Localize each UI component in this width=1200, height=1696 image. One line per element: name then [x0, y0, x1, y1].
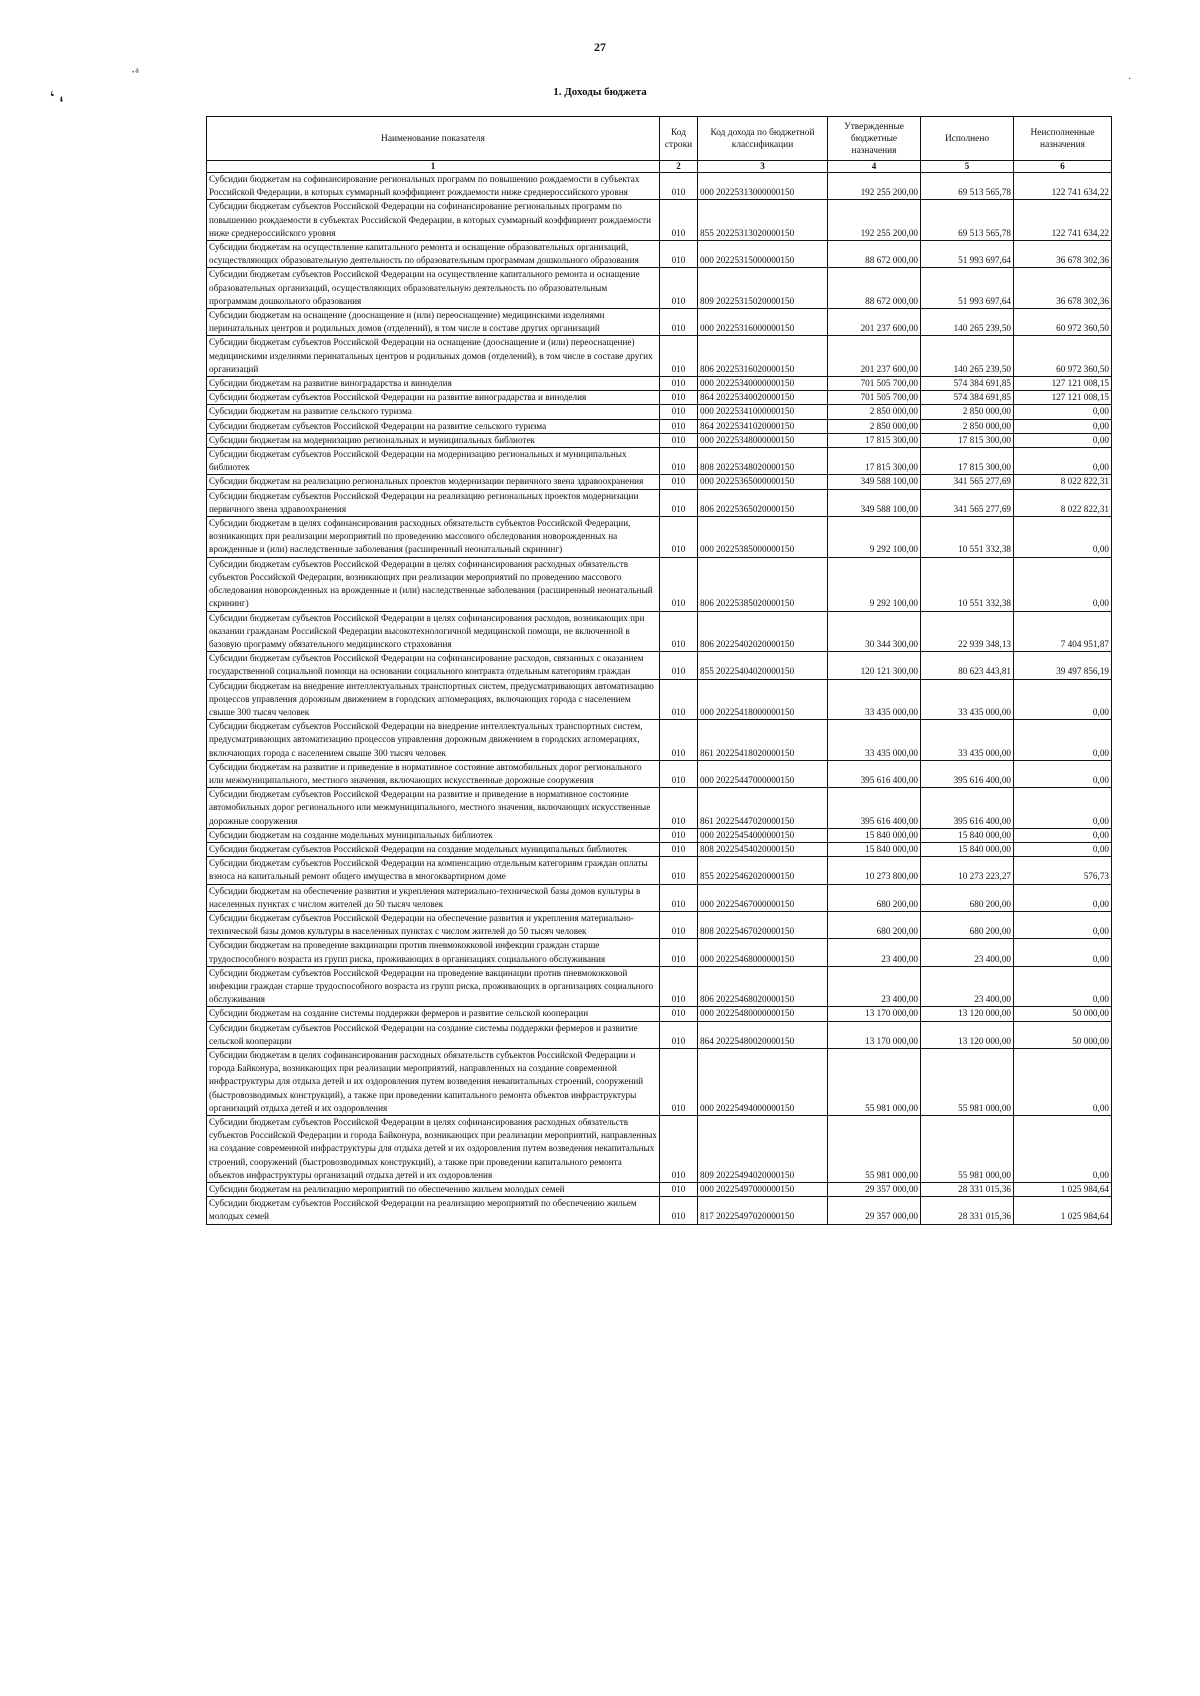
row-done-cell: 395 616 400,00	[921, 760, 1014, 787]
row-kbk-cell: 864 20225340020000150	[698, 391, 828, 405]
row-name-cell: Субсидии бюджетам субъектов Российской Федерации в целях софинансирования расходов, возникающих при оказании гражданам Российской Федерации высокотехнологичной медицинской помощи, не включенной в базовую программу обязательного медицинского страхования	[207, 611, 660, 652]
row-left-cell: 0,00	[1014, 720, 1112, 761]
row-kbk-cell: 000 20225340000000150	[698, 377, 828, 391]
table-row	[207, 611, 1112, 652]
header-name: Наименование показателя	[207, 117, 660, 161]
row-approved-cell: 55 981 000,00	[828, 1116, 921, 1183]
row-kbk-cell: 000 20225480000000150	[698, 1007, 828, 1021]
scan-speck: ·ᵃ	[131, 64, 139, 79]
row-approved-cell: 88 672 000,00	[828, 241, 921, 268]
row-approved-cell: 395 616 400,00	[828, 788, 921, 829]
section-title: 1. Доходы бюджета	[553, 86, 647, 98]
row-approved-cell: 15 840 000,00	[828, 828, 921, 842]
row-done-cell: 680 200,00	[921, 884, 1014, 911]
column-number-row	[207, 161, 1112, 173]
row-done-cell: 15 840 000,00	[921, 842, 1014, 856]
row-approved-cell: 9 292 100,00	[828, 517, 921, 558]
row-kbk-cell: 000 20225385000000150	[698, 517, 828, 558]
table-row	[207, 377, 1112, 391]
row-left-cell: 0,00	[1014, 517, 1112, 558]
row-left-cell: 0,00	[1014, 419, 1112, 433]
table-body	[207, 173, 1112, 1225]
row-left-cell: 0,00	[1014, 939, 1112, 966]
row-done-cell: 2 850 000,00	[921, 419, 1014, 433]
table-row	[207, 1116, 1112, 1183]
row-name-cell: Субсидии бюджетам субъектов Российской Федерации в целях софинансирования расходных обязательств субъектов Российской Федерации и города Байконура, возникающих при реализации мероприятий, направленных на создание современной инфраструктуры для отдыха детей и их оздоровления путем возведения некапитальных строений, сооружений (быстровозводимых конструкций), а также при проведении капитального ремонта объектов инфраструктуры организаций отдыха детей и их оздоровления	[207, 1116, 660, 1183]
row-kbk-cell: 808 20225454020000150	[698, 842, 828, 856]
row-name-cell: Субсидии бюджетам на модернизацию региональных и муниципальных библиотек	[207, 433, 660, 447]
row-approved-cell: 201 237 600,00	[828, 336, 921, 377]
table-row	[207, 911, 1112, 938]
table-row	[207, 405, 1112, 419]
row-left-cell: 0,00	[1014, 557, 1112, 611]
row-left-cell: 0,00	[1014, 405, 1112, 419]
table-row	[207, 939, 1112, 966]
row-name-cell: Субсидии бюджетам на внедрение интеллектуальных транспортных систем, предусматривающих автоматизацию процессов управления дорожным движением в городских агломерациях, включающих города с населением свыше 300 тысяч человек	[207, 679, 660, 720]
row-left-cell: 1 025 984,64	[1014, 1197, 1112, 1224]
row-approved-cell: 192 255 200,00	[828, 173, 921, 200]
row-approved-cell: 349 588 100,00	[828, 475, 921, 489]
row-done-cell: 69 513 565,78	[921, 200, 1014, 241]
row-name-cell: Субсидии бюджетам субъектов Российской Федерации на обеспечение развития и укрепления материально-технической базы домов культуры в населенных пунктах с числом жителей до 50 тысяч человек	[207, 911, 660, 938]
header-code: Код строки	[660, 117, 698, 161]
row-done-cell: 80 623 443,81	[921, 652, 1014, 679]
row-done-cell: 574 384 691,85	[921, 377, 1014, 391]
scan-speck: ʻ،	[46, 84, 67, 110]
table-row	[207, 842, 1112, 856]
row-done-cell: 55 981 000,00	[921, 1116, 1014, 1183]
row-done-cell: 28 331 015,36	[921, 1197, 1014, 1224]
row-kbk-cell: 000 20225313000000150	[698, 173, 828, 200]
row-approved-cell: 2 850 000,00	[828, 419, 921, 433]
table-row	[207, 966, 1112, 1007]
row-left-cell: 127 121 008,15	[1014, 377, 1112, 391]
row-approved-cell: 55 981 000,00	[828, 1049, 921, 1116]
row-left-cell: 50 000,00	[1014, 1007, 1112, 1021]
row-done-cell: 23 400,00	[921, 966, 1014, 1007]
row-name-cell: Субсидии бюджетам на создание системы поддержки фермеров и развитие сельской кооперации	[207, 1007, 660, 1021]
row-left-cell: 60 972 360,50	[1014, 309, 1112, 336]
row-code-cell: 010	[660, 173, 698, 200]
row-name-cell: Субсидии бюджетам субъектов Российской Федерации на компенсацию отдельным категориям граждан оплаты взноса на капитальный ремонт общего имущества в многоквартирном доме	[207, 857, 660, 884]
row-kbk-cell: 855 20225404020000150	[698, 652, 828, 679]
row-done-cell: 51 993 697,64	[921, 241, 1014, 268]
table-row	[207, 475, 1112, 489]
table-row	[207, 1197, 1112, 1224]
row-kbk-cell: 000 20225341000000150	[698, 405, 828, 419]
row-kbk-cell: 864 20225341020000150	[698, 419, 828, 433]
row-name-cell: Субсидии бюджетам субъектов Российской Федерации на реализацию региональных проектов модернизации первичного звена здравоохранения	[207, 489, 660, 516]
row-kbk-cell: 000 20225316000000150	[698, 309, 828, 336]
row-code-cell: 010	[660, 1116, 698, 1183]
row-code-cell: 010	[660, 1183, 698, 1197]
row-left-cell: 0,00	[1014, 760, 1112, 787]
row-name-cell: Субсидии бюджетам на софинансирование региональных программ по повышению рождаемости в субъектах Российской Федерации, в которых суммарный коэффициент рождаемости ниже среднероссийского уровня	[207, 173, 660, 200]
row-kbk-cell: 000 20225365000000150	[698, 475, 828, 489]
table-row	[207, 884, 1112, 911]
header-left: Неисполненные назначения	[1014, 117, 1112, 161]
row-code-cell: 010	[660, 884, 698, 911]
row-left-cell: 122 741 634,22	[1014, 173, 1112, 200]
row-approved-cell: 15 840 000,00	[828, 842, 921, 856]
row-left-cell: 0,00	[1014, 448, 1112, 475]
header-row	[207, 117, 1112, 161]
row-code-cell: 010	[660, 241, 698, 268]
row-name-cell: Субсидии бюджетам субъектов Российской Федерации на оснащение (дооснащение и (или) переоснащение) медицинскими изделиями перинатальных центров и родильных домов (отделений), в том числе в составе других организаций	[207, 336, 660, 377]
table-row	[207, 1183, 1112, 1197]
table-row	[207, 173, 1112, 200]
row-name-cell: Субсидии бюджетам на реализацию региональных проектов модернизации первичного звена здравоохранения	[207, 475, 660, 489]
row-name-cell: Субсидии бюджетам на развитие и приведение в нормативное состояние автомобильных дорог регионального или межмуниципального, местного значения, включающих искусственные дорожные сооружения	[207, 760, 660, 787]
row-name-cell: Субсидии бюджетам на создание модельных муниципальных библиотек	[207, 828, 660, 842]
row-code-cell: 010	[660, 377, 698, 391]
row-name-cell: Субсидии бюджетам субъектов Российской Федерации на реализацию мероприятий по обеспечению жильем молодых семей	[207, 1197, 660, 1224]
row-left-cell: 0,00	[1014, 1116, 1112, 1183]
row-code-cell: 010	[660, 433, 698, 447]
row-approved-cell: 33 435 000,00	[828, 679, 921, 720]
row-done-cell: 33 435 000,00	[921, 679, 1014, 720]
row-left-cell: 0,00	[1014, 679, 1112, 720]
row-approved-cell: 395 616 400,00	[828, 760, 921, 787]
row-left-cell: 0,00	[1014, 966, 1112, 1007]
table-row	[207, 720, 1112, 761]
row-name-cell: Субсидии бюджетам субъектов Российской Федерации на софинансирование расходов, связанных с оказанием государственной социальной помощи на основании социального контракта отдельным категориям граждан	[207, 652, 660, 679]
row-done-cell: 69 513 565,78	[921, 173, 1014, 200]
row-kbk-cell: 855 20225462020000150	[698, 857, 828, 884]
row-kbk-cell: 000 20225497000000150	[698, 1183, 828, 1197]
row-left-cell: 0,00	[1014, 911, 1112, 938]
table-row	[207, 419, 1112, 433]
row-approved-cell: 13 170 000,00	[828, 1021, 921, 1048]
row-kbk-cell: 861 20225418020000150	[698, 720, 828, 761]
row-code-cell: 010	[660, 939, 698, 966]
row-done-cell: 23 400,00	[921, 939, 1014, 966]
row-kbk-cell: 000 20225494000000150	[698, 1049, 828, 1116]
table-row	[207, 788, 1112, 829]
table-row	[207, 1007, 1112, 1021]
header-done: Исполнено	[921, 117, 1014, 161]
row-approved-cell: 701 505 700,00	[828, 391, 921, 405]
table-row	[207, 857, 1112, 884]
row-left-cell: 1 025 984,64	[1014, 1183, 1112, 1197]
row-kbk-cell: 000 20225315000000150	[698, 241, 828, 268]
row-done-cell: 2 850 000,00	[921, 405, 1014, 419]
row-code-cell: 010	[660, 760, 698, 787]
row-left-cell: 0,00	[1014, 433, 1112, 447]
row-approved-cell: 88 672 000,00	[828, 268, 921, 309]
row-left-cell: 8 022 822,31	[1014, 475, 1112, 489]
row-name-cell: Субсидии бюджетам субъектов Российской Федерации на осуществление капитального ремонта и оснащение образовательных организаций, осуществляющих образовательную деятельность по образовательным программам дошкольного образования	[207, 268, 660, 309]
row-left-cell: 122 741 634,22	[1014, 200, 1112, 241]
table-row	[207, 489, 1112, 516]
row-left-cell: 0,00	[1014, 884, 1112, 911]
table-row	[207, 1021, 1112, 1048]
row-done-cell: 22 939 348,13	[921, 611, 1014, 652]
row-approved-cell: 10 273 800,00	[828, 857, 921, 884]
row-done-cell: 51 993 697,64	[921, 268, 1014, 309]
row-code-cell: 010	[660, 828, 698, 842]
column-number: 2	[660, 161, 698, 173]
page-number: 27	[594, 40, 606, 54]
row-name-cell: Субсидии бюджетам на осуществление капитального ремонта и оснащение образовательных организаций, осуществляющих образовательную деятельность по образовательным программам дошкольного образования	[207, 241, 660, 268]
row-code-cell: 010	[660, 611, 698, 652]
row-kbk-cell: 806 20225385020000150	[698, 557, 828, 611]
row-done-cell: 15 840 000,00	[921, 828, 1014, 842]
row-name-cell: Субсидии бюджетам субъектов Российской Федерации на развитие виноградарства и виноделия	[207, 391, 660, 405]
table-row	[207, 268, 1112, 309]
row-name-cell: Субсидии бюджетам субъектов Российской Федерации на внедрение интеллектуальных транспортных систем, предусматривающих автоматизацию процессов управления дорожным движением в городских агломерациях, включающих города с населением свыше 300 тысяч человек	[207, 720, 660, 761]
row-kbk-cell: 806 20225402020000150	[698, 611, 828, 652]
row-kbk-cell: 000 20225467000000150	[698, 884, 828, 911]
row-kbk-cell: 000 20225348000000150	[698, 433, 828, 447]
row-name-cell: Субсидии бюджетам субъектов Российской Федерации на создание модельных муниципальных библиотек	[207, 842, 660, 856]
row-done-cell: 13 120 000,00	[921, 1007, 1014, 1021]
row-approved-cell: 2 850 000,00	[828, 405, 921, 419]
row-done-cell: 28 331 015,36	[921, 1183, 1014, 1197]
row-name-cell: Субсидии бюджетам субъектов Российской Федерации на развитие и приведение в нормативное состояние автомобильных дорог регионального или межмуниципального, местного значения, включающих искусственные дорожные сооружения	[207, 788, 660, 829]
row-left-cell: 127 121 008,15	[1014, 391, 1112, 405]
row-left-cell: 0,00	[1014, 1049, 1112, 1116]
row-code-cell: 010	[660, 200, 698, 241]
row-code-cell: 010	[660, 557, 698, 611]
row-left-cell: 0,00	[1014, 788, 1112, 829]
column-number: 6	[1014, 161, 1112, 173]
row-kbk-cell: 000 20225418000000150	[698, 679, 828, 720]
row-code-cell: 010	[660, 857, 698, 884]
row-left-cell: 0,00	[1014, 828, 1112, 842]
row-kbk-cell: 809 20225315020000150	[698, 268, 828, 309]
row-name-cell: Субсидии бюджетам на развитие виноградарства и виноделия	[207, 377, 660, 391]
row-code-cell: 010	[660, 911, 698, 938]
row-done-cell: 13 120 000,00	[921, 1021, 1014, 1048]
table-row	[207, 652, 1112, 679]
row-left-cell: 50 000,00	[1014, 1021, 1112, 1048]
table-row	[207, 200, 1112, 241]
row-kbk-cell: 808 20225348020000150	[698, 448, 828, 475]
row-left-cell: 0,00	[1014, 842, 1112, 856]
row-code-cell: 010	[660, 1049, 698, 1116]
row-left-cell: 36 678 302,36	[1014, 241, 1112, 268]
row-kbk-cell: 806 20225316020000150	[698, 336, 828, 377]
table-row	[207, 828, 1112, 842]
row-kbk-cell: 855 20225313020000150	[698, 200, 828, 241]
row-approved-cell: 33 435 000,00	[828, 720, 921, 761]
row-approved-cell: 17 815 300,00	[828, 433, 921, 447]
row-code-cell: 010	[660, 268, 698, 309]
column-number: 5	[921, 161, 1014, 173]
row-kbk-cell: 817 20225497020000150	[698, 1197, 828, 1224]
row-approved-cell: 29 357 000,00	[828, 1197, 921, 1224]
row-name-cell: Субсидии бюджетам субъектов Российской Федерации на софинансирование региональных программ по повышению рождаемости в субъектах Российской Федерации, в которых суммарный коэффициент рождаемости ниже среднероссийского уровня	[207, 200, 660, 241]
row-kbk-cell: 809 20225494020000150	[698, 1116, 828, 1183]
table-row	[207, 336, 1112, 377]
row-name-cell: Субсидии бюджетам на обеспечение развития и укрепления материально-технической базы домов культуры в населенных пунктах с числом жителей до 50 тысяч человек	[207, 884, 660, 911]
row-name-cell: Субсидии бюджетам на оснащение (дооснащение и (или) переоснащение) медицинскими изделиями перинатальных центров и родильных домов (отделений), в том числе в составе других организаций	[207, 309, 660, 336]
row-code-cell: 010	[660, 419, 698, 433]
table-row	[207, 760, 1112, 787]
row-name-cell: Субсидии бюджетам субъектов Российской Федерации на проведение вакцинации против пневмококковой инфекции граждан старше трудоспособного возраста из групп риска, проживающих в организациях социального обслуживания	[207, 966, 660, 1007]
row-approved-cell: 17 815 300,00	[828, 448, 921, 475]
row-code-cell: 010	[660, 720, 698, 761]
row-done-cell: 10 273 223,27	[921, 857, 1014, 884]
row-approved-cell: 680 200,00	[828, 884, 921, 911]
table-row	[207, 448, 1112, 475]
row-approved-cell: 349 588 100,00	[828, 489, 921, 516]
row-done-cell: 341 565 277,69	[921, 489, 1014, 516]
row-code-cell: 010	[660, 475, 698, 489]
row-kbk-cell: 808 20225467020000150	[698, 911, 828, 938]
income-table	[206, 116, 1112, 1225]
row-name-cell: Субсидии бюджетам на развитие сельского туризма	[207, 405, 660, 419]
row-left-cell: 60 972 360,50	[1014, 336, 1112, 377]
row-kbk-cell: 861 20225447020000150	[698, 788, 828, 829]
row-done-cell: 17 815 300,00	[921, 433, 1014, 447]
row-approved-cell: 201 237 600,00	[828, 309, 921, 336]
row-code-cell: 010	[660, 652, 698, 679]
row-approved-cell: 29 357 000,00	[828, 1183, 921, 1197]
row-kbk-cell: 000 20225454000000150	[698, 828, 828, 842]
row-approved-cell: 30 344 300,00	[828, 611, 921, 652]
scan-speck: ·	[1128, 74, 1132, 85]
row-name-cell: Субсидии бюджетам в целях софинансирования расходных обязательств субъектов Российской Федерации, возникающих при реализации мероприятий по проведению массового обследования новорожденных на врожденные и (или) наследственные заболевания (расширенный неонатальный скрининг)	[207, 517, 660, 558]
row-approved-cell: 9 292 100,00	[828, 557, 921, 611]
row-name-cell: Субсидии бюджетам в целях софинансирования расходных обязательств субъектов Российской Федерации и города Байконура, возникающих при реализации мероприятий, направленных на создание современной инфраструктуры для отдыха детей и их оздоровления путем возведения некапитальных строений, сооружений (быстровозводимых конструкций), а также при проведении капитального ремонта объектов инфраструктуры организаций отдыха детей и их оздоровления	[207, 1049, 660, 1116]
table-row	[207, 679, 1112, 720]
row-name-cell: Субсидии бюджетам субъектов Российской Федерации на модернизацию региональных и муниципальных библиотек	[207, 448, 660, 475]
row-code-cell: 010	[660, 489, 698, 516]
header-kbk: Код дохода по бюджетной классификации	[698, 117, 828, 161]
row-kbk-cell: 000 20225468000000150	[698, 939, 828, 966]
table-row	[207, 433, 1112, 447]
row-kbk-cell: 806 20225365020000150	[698, 489, 828, 516]
row-code-cell: 010	[660, 1007, 698, 1021]
row-approved-cell: 192 255 200,00	[828, 200, 921, 241]
row-code-cell: 010	[660, 336, 698, 377]
row-done-cell: 140 265 239,50	[921, 309, 1014, 336]
row-left-cell: 576,73	[1014, 857, 1112, 884]
row-code-cell: 010	[660, 842, 698, 856]
row-done-cell: 680 200,00	[921, 911, 1014, 938]
row-done-cell: 140 265 239,50	[921, 336, 1014, 377]
row-done-cell: 55 981 000,00	[921, 1049, 1014, 1116]
row-done-cell: 341 565 277,69	[921, 475, 1014, 489]
column-number: 1	[207, 161, 660, 173]
row-code-cell: 010	[660, 1197, 698, 1224]
row-left-cell: 39 497 856,19	[1014, 652, 1112, 679]
row-code-cell: 010	[660, 1021, 698, 1048]
row-left-cell: 7 404 951,87	[1014, 611, 1112, 652]
row-code-cell: 010	[660, 448, 698, 475]
column-number: 3	[698, 161, 828, 173]
table-row	[207, 241, 1112, 268]
row-approved-cell: 680 200,00	[828, 911, 921, 938]
row-code-cell: 010	[660, 788, 698, 829]
row-code-cell: 010	[660, 391, 698, 405]
row-done-cell: 33 435 000,00	[921, 720, 1014, 761]
row-done-cell: 574 384 691,85	[921, 391, 1014, 405]
row-left-cell: 8 022 822,31	[1014, 489, 1112, 516]
row-kbk-cell: 864 20225480020000150	[698, 1021, 828, 1048]
row-code-cell: 010	[660, 679, 698, 720]
row-approved-cell: 13 170 000,00	[828, 1007, 921, 1021]
table-row	[207, 1049, 1112, 1116]
row-name-cell: Субсидии бюджетам субъектов Российской Федерации на развитие сельского туризма	[207, 419, 660, 433]
row-done-cell: 395 616 400,00	[921, 788, 1014, 829]
row-done-cell: 10 551 332,38	[921, 557, 1014, 611]
row-done-cell: 10 551 332,38	[921, 517, 1014, 558]
row-code-cell: 010	[660, 405, 698, 419]
table-row	[207, 391, 1112, 405]
table-row	[207, 517, 1112, 558]
table-row	[207, 557, 1112, 611]
table-row	[207, 309, 1112, 336]
row-left-cell: 36 678 302,36	[1014, 268, 1112, 309]
row-kbk-cell: 806 20225468020000150	[698, 966, 828, 1007]
row-code-cell: 010	[660, 309, 698, 336]
row-code-cell: 010	[660, 517, 698, 558]
row-kbk-cell: 000 20225447000000150	[698, 760, 828, 787]
row-name-cell: Субсидии бюджетам субъектов Российской Федерации на создание системы поддержки фермеров и развитие сельской кооперации	[207, 1021, 660, 1048]
row-name-cell: Субсидии бюджетам на проведение вакцинации против пневмококковой инфекции граждан старше трудоспособного возраста из групп риска, проживающих в организациях социального обслуживания	[207, 939, 660, 966]
column-number: 4	[828, 161, 921, 173]
row-approved-cell: 701 505 700,00	[828, 377, 921, 391]
row-approved-cell: 23 400,00	[828, 939, 921, 966]
header-approved: Утвержденные бюджетные назначения	[828, 117, 921, 161]
row-approved-cell: 120 121 300,00	[828, 652, 921, 679]
row-code-cell: 010	[660, 966, 698, 1007]
row-done-cell: 17 815 300,00	[921, 448, 1014, 475]
row-approved-cell: 23 400,00	[828, 966, 921, 1007]
row-name-cell: Субсидии бюджетам на реализацию мероприятий по обеспечению жильем молодых семей	[207, 1183, 660, 1197]
row-name-cell: Субсидии бюджетам субъектов Российской Федерации в целях софинансирования расходных обязательств субъектов Российской Федерации, возникающих при реализации мероприятий по проведению массового обследования новорожденных на врожденные и (или) наследственные заболевания (расширенный неонатальный скрининг)	[207, 557, 660, 611]
